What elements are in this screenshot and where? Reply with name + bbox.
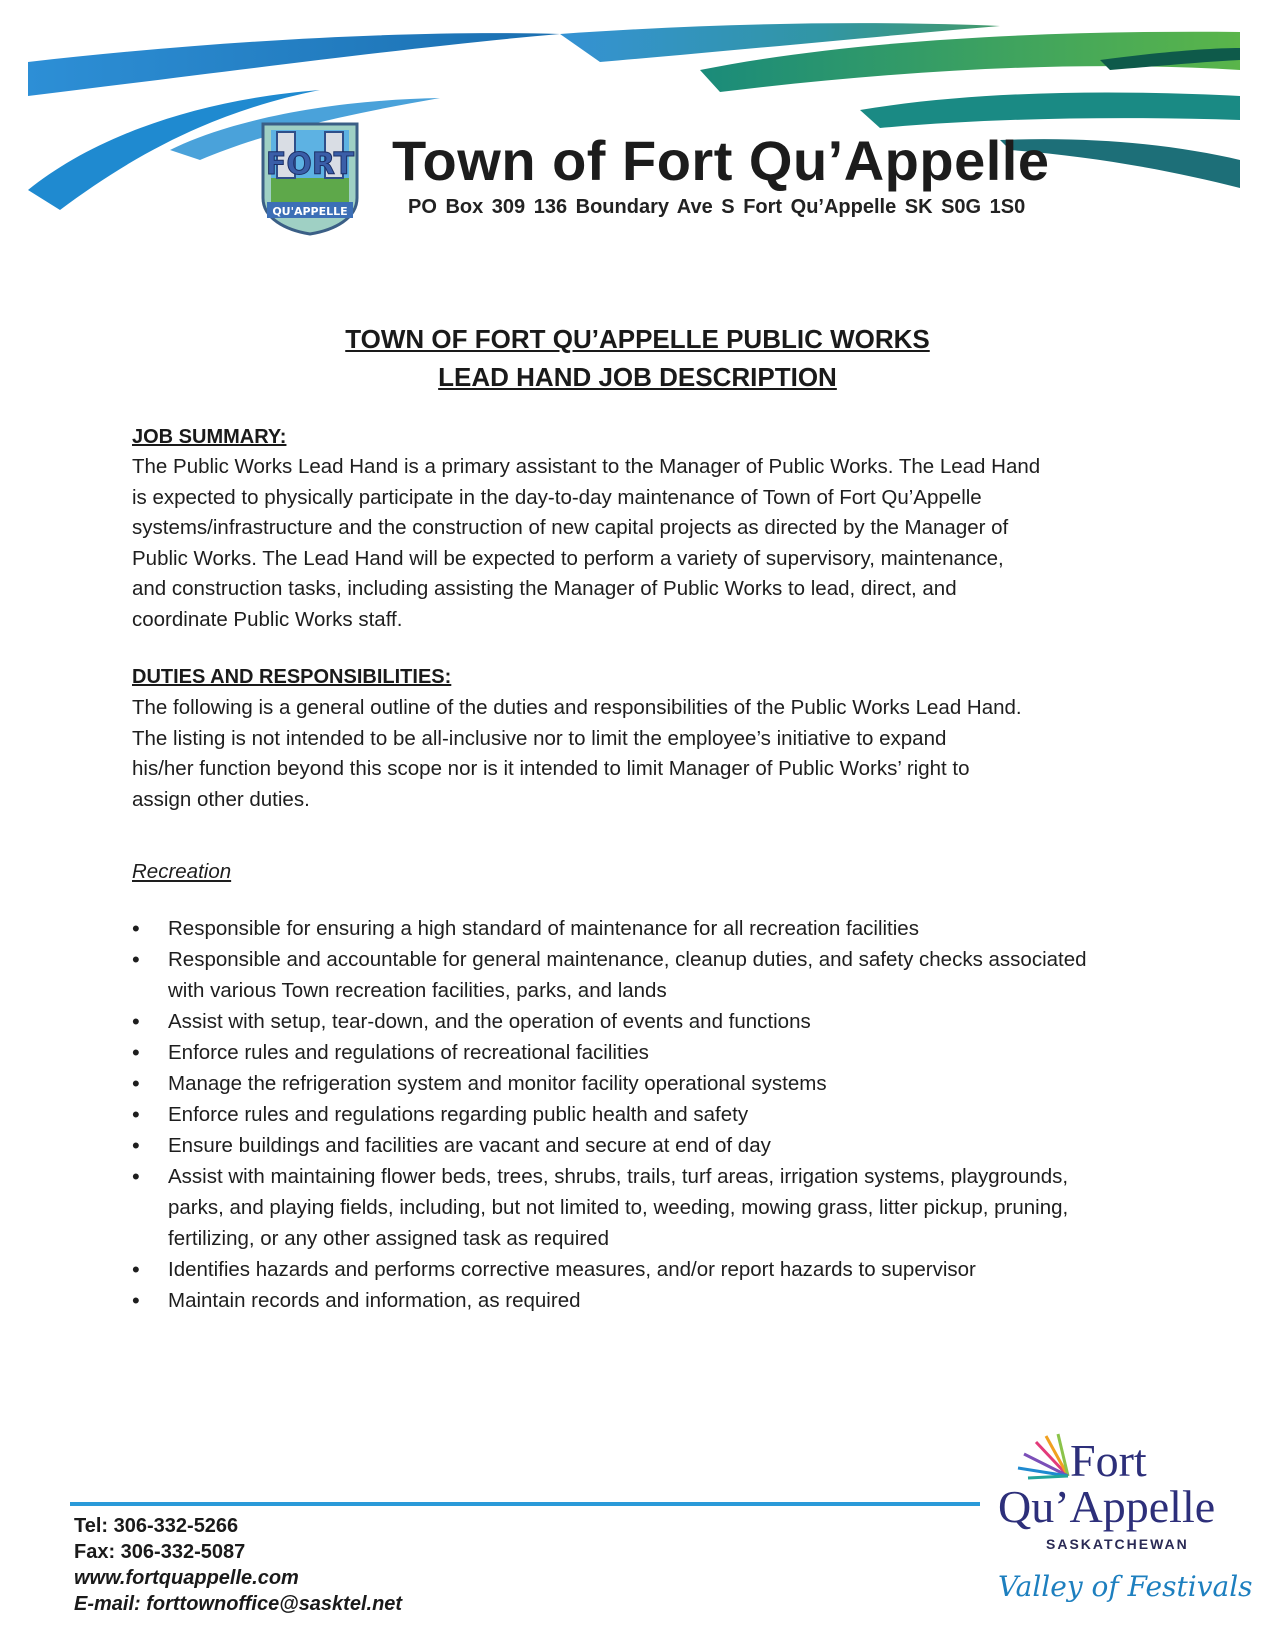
svg-text:FORT: FORT (265, 147, 355, 182)
list-item: • Responsible and accountable for general maintenance, cleanup duties, and safety checks associated with various Town recreation facilities, parks, and lands (132, 944, 1112, 1006)
list-item: • Identifies hazards and performs corrective measures, and/or report hazards to supervisor (132, 1254, 1112, 1285)
list-item: • Assist with maintaining flower beds, trees, shrubs, trails, turf areas, irrigation systems, playgrounds, parks, and playing fields, including, but not limited to, weeding, mowing grass, litter pickup, pruning, fertilizing, or any other assigned task as required (132, 1161, 1112, 1254)
document-title-line-2: LEAD HAND JOB DESCRIPTION (438, 362, 837, 392)
duties-paragraph (132, 693, 1132, 815)
recreation-duties-list (132, 913, 1112, 1316)
list-item: • Responsible for ensuring a high standard of maintenance for all recreation facilities (132, 913, 1112, 944)
list-item: • Assist with setup, tear-down, and the operation of events and functions (132, 1006, 1112, 1037)
duties-heading: DUTIES AND RESPONSIBILITIES: (132, 666, 452, 688)
job-summary-line: coordinate Public Works staff. (132, 607, 403, 631)
town-address: PO Box 309 136 Boundary Ave S Fort Qu’Appelle SK S0G 1S0 (408, 196, 1026, 218)
job-summary-paragraph (132, 452, 1132, 635)
footer-phone: Tel: 306-332-5266 (74, 1515, 239, 1537)
footer-divider (70, 1502, 980, 1506)
duties-line: The following is a general outline of the duties and responsibilities of the Public Works Lead Hand. (132, 696, 1022, 719)
brand-fort-text: Fort (1070, 1435, 1147, 1486)
footer-fax: Fax: 306-332-5087 (74, 1541, 246, 1563)
list-item: • Maintain records and information, as required (132, 1285, 1112, 1316)
document-title-line-1: TOWN OF FORT QU’APPELLE PUBLIC WORKS (345, 324, 930, 354)
brand-region-text: SASKATCHEWAN (1046, 1536, 1189, 1552)
job-summary-line: The Public Works Lead Hand is a primary assistant to the Manager of Public Works. The Lead Hand (132, 455, 1041, 478)
footer-email[interactable]: E-mail: forttownoffice@sasktel.net (74, 1593, 403, 1615)
job-summary-line: and construction tasks, including assisting the Manager of Public Works to lead, direct, and (132, 577, 957, 600)
footer-website-link[interactable]: www.fortquappelle.com (74, 1567, 299, 1589)
recreation-heading: Recreation (132, 860, 232, 883)
duties-line: assign other duties. (132, 787, 310, 811)
job-summary-line: is expected to physically participate in the day-to-day maintenance of Town of Fort Qu’Appelle (132, 485, 982, 509)
list-item: • Enforce rules and regulations regarding public health and safety (132, 1099, 1112, 1130)
festival-rays-icon (1016, 1432, 1076, 1482)
list-item: • Enforce rules and regulations of recreational facilities (132, 1037, 1112, 1068)
list-item: • Manage the refrigeration system and monitor facility operational systems (132, 1068, 1112, 1099)
job-summary-heading: JOB SUMMARY: (132, 426, 287, 448)
town-name: Town of Fort Qu’Appelle (392, 129, 1050, 192)
list-item: • Ensure buildings and facilities are vacant and secure at end of day (132, 1130, 1112, 1161)
brand-logo (988, 1430, 1253, 1640)
brand-tagline: Valley of Festivals (998, 1570, 1253, 1603)
job-summary-line: systems/infrastructure and the construction of new capital projects as directed by the Manager of (132, 516, 1009, 539)
job-summary-line: Public Works. The Lead Hand will be expected to perform a variety of supervisory, maintenance, (132, 546, 1004, 570)
town-crest-logo (255, 118, 365, 236)
duties-line: his/her function beyond this scope nor is it intended to limit Manager of Public Works’ right to (132, 757, 970, 780)
svg-text:QU'APPELLE: QU'APPELLE (272, 205, 348, 218)
brand-quappelle-text: Qu’Appelle (998, 1481, 1216, 1532)
duties-line: The listing is not intended to be all-inclusive nor to limit the employee’s initiative to expand (132, 726, 947, 750)
